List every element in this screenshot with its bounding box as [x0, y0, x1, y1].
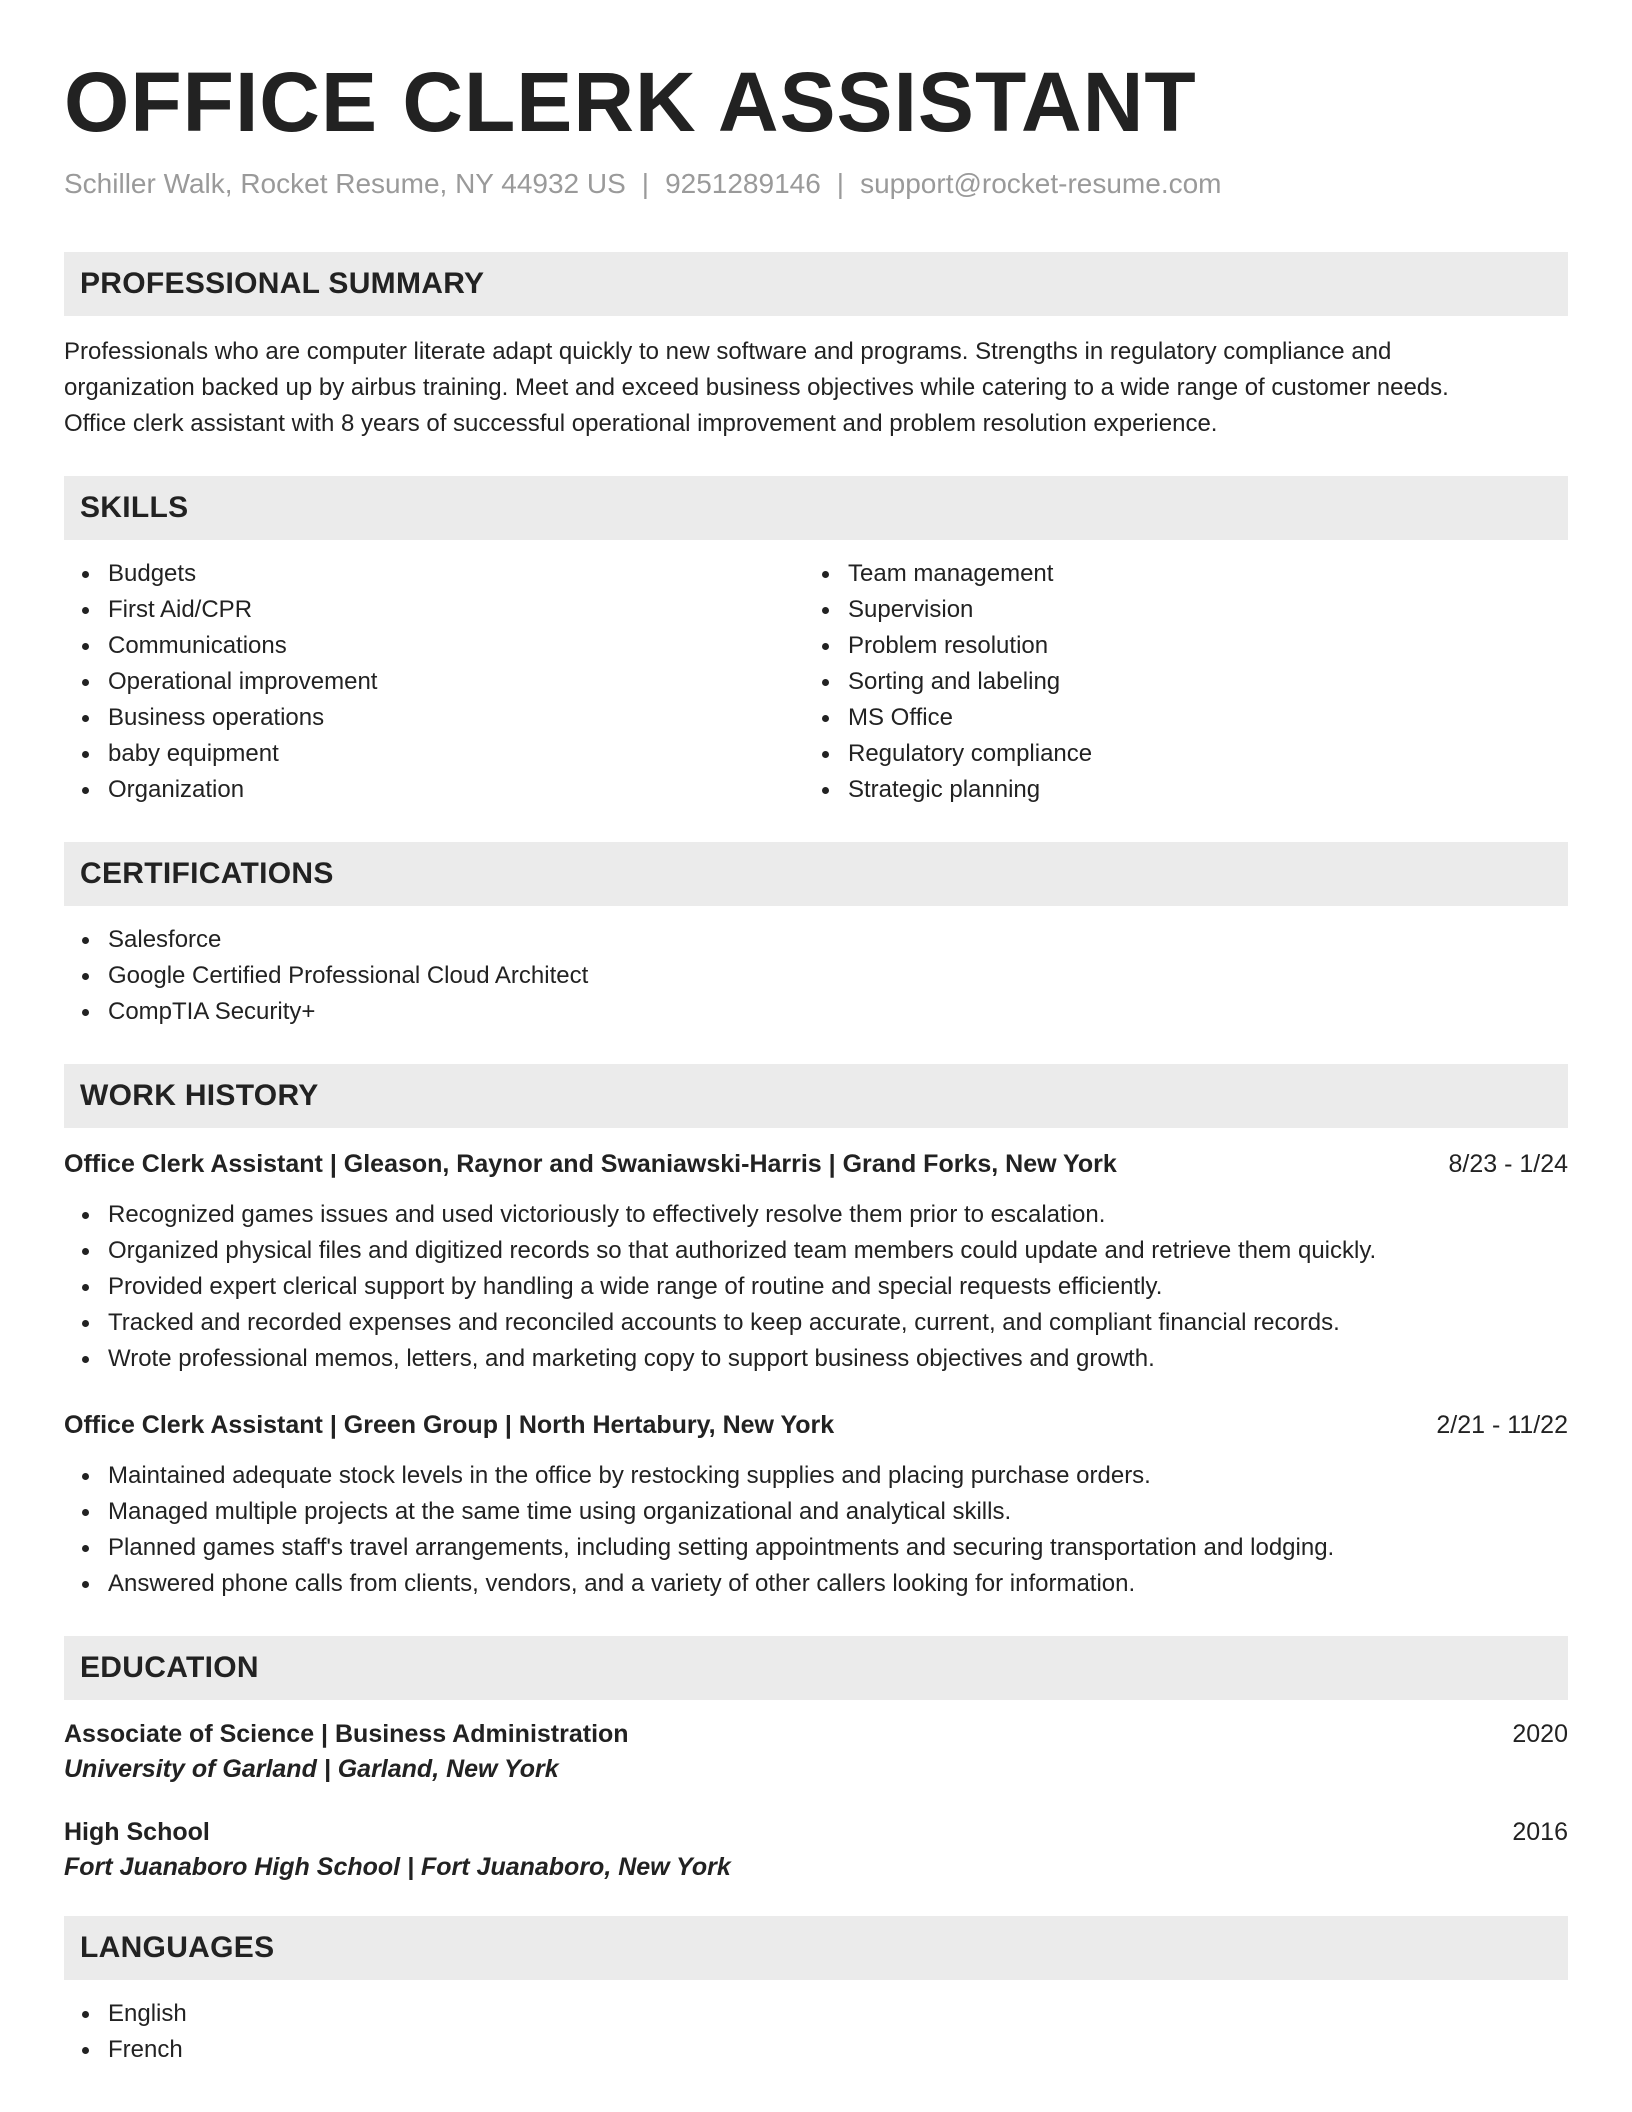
education-degree: High School	[64, 1818, 210, 1847]
skill-item: Supervision	[804, 592, 1556, 628]
languages-list	[64, 1996, 1568, 2068]
skill-item: First Aid/CPR	[64, 592, 816, 628]
education-title: EDUCATION	[80, 1651, 259, 1685]
skills-list-left	[64, 556, 816, 808]
contact-address: Schiller Walk, Rocket Resume, NY 44932 US	[64, 168, 626, 200]
skill-item: Communications	[64, 628, 816, 664]
summary-section	[64, 252, 1568, 442]
resume-name: OFFICE CLERK ASSISTANT	[64, 55, 1197, 149]
job-dates: 8/23 - 1/24	[1448, 1150, 1568, 1179]
certifications-header	[64, 842, 1568, 906]
skills-header	[64, 476, 1568, 540]
language-item: French	[64, 2032, 1568, 2068]
education-heading-row	[64, 1720, 1568, 1749]
certifications-section	[64, 842, 1568, 1030]
job-heading-row	[64, 1411, 1568, 1440]
skill-item: Sorting and labeling	[804, 664, 1556, 700]
job-bullets	[64, 1458, 1568, 1602]
contact-line	[64, 168, 1568, 200]
job-bullet: Provided expert clerical support by handling a wide range of routine and special requests efficiently.	[64, 1269, 1568, 1305]
job-bullet: Answered phone calls from clients, vendors, and a variety of other callers looking for information.	[64, 1566, 1568, 1602]
summary-line: Professionals who are computer literate adapt quickly to new software and programs. Strengths in regulatory compliance and	[64, 338, 1392, 366]
languages-section	[64, 1916, 1568, 2068]
certification-item: CompTIA Security+	[64, 994, 1568, 1030]
skill-item: Organization	[64, 772, 816, 808]
job-heading-row	[64, 1150, 1568, 1179]
summary-title: PROFESSIONAL SUMMARY	[80, 267, 485, 301]
certification-item: Salesforce	[64, 922, 1568, 958]
education-school: University of Garland | Garland, New York	[64, 1755, 559, 1784]
contact-phone: 9251289146	[665, 168, 821, 200]
skill-item: Budgets	[64, 556, 816, 592]
education-entry	[64, 1818, 1568, 1882]
job-bullet: Tracked and recorded expenses and reconciled accounts to keep accurate, current, and compliant financial records.	[64, 1305, 1568, 1341]
languages-header	[64, 1916, 1568, 1980]
contact-email: support@rocket-resume.com	[860, 168, 1222, 200]
contact-separator: |	[836, 168, 845, 200]
job-bullet: Wrote professional memos, letters, and marketing copy to support business objectives and growth.	[64, 1341, 1568, 1377]
skills-section	[64, 476, 1568, 808]
job-bullets	[64, 1197, 1568, 1377]
certification-item: Google Certified Professional Cloud Architect	[64, 958, 1568, 994]
certifications-list	[64, 922, 1568, 1030]
certifications-title: CERTIFICATIONS	[80, 857, 334, 891]
education-section	[64, 1636, 1568, 1882]
skill-item: Team management	[804, 556, 1556, 592]
education-heading-row	[64, 1818, 1568, 1847]
language-item: English	[64, 1996, 1568, 2032]
work-history-title: WORK HISTORY	[80, 1079, 319, 1113]
summary-line: organization backed up by airbus training. Meet and exceed business objectives while catering to a wide range of customer needs.	[64, 374, 1449, 402]
job-entry	[64, 1411, 1568, 1602]
job-heading: Office Clerk Assistant | Green Group | North Hertabury, New York	[64, 1411, 835, 1440]
skills-grid	[64, 556, 1568, 808]
job-bullet: Maintained adequate stock levels in the office by restocking supplies and placing purchase orders.	[64, 1458, 1568, 1494]
job-bullet: Organized physical files and digitized records so that authorized team members could update and retrieve them quickly.	[64, 1233, 1568, 1269]
skill-item: Strategic planning	[804, 772, 1556, 808]
job-bullet: Managed multiple projects at the same time using organizational and analytical skills.	[64, 1494, 1568, 1530]
summary-header	[64, 252, 1568, 316]
education-entry	[64, 1720, 1568, 1784]
summary-text	[64, 334, 1568, 442]
skills-list-right	[804, 556, 1556, 808]
education-school: Fort Juanaboro High School | Fort Juanaboro, New York	[64, 1853, 731, 1882]
education-degree: Associate of Science | Business Administration	[64, 1720, 629, 1749]
job-dates: 2/21 - 11/22	[1436, 1411, 1568, 1440]
skill-item: Regulatory compliance	[804, 736, 1556, 772]
skill-item: Business operations	[64, 700, 816, 736]
skill-item: baby equipment	[64, 736, 816, 772]
education-header	[64, 1636, 1568, 1700]
skills-title: SKILLS	[80, 491, 189, 525]
skill-item: Operational improvement	[64, 664, 816, 700]
education-year: 2020	[1512, 1720, 1568, 1749]
work-history-header	[64, 1064, 1568, 1128]
summary-line: Office clerk assistant with 8 years of successful operational improvement and problem resolution experience.	[64, 410, 1218, 438]
skill-item: MS Office	[804, 700, 1556, 736]
contact-separator: |	[641, 168, 650, 200]
languages-title: LANGUAGES	[80, 1931, 275, 1965]
education-year: 2016	[1512, 1818, 1568, 1847]
skill-item: Problem resolution	[804, 628, 1556, 664]
work-history-section	[64, 1064, 1568, 1602]
job-bullet: Planned games staff's travel arrangements, including setting appointments and securing transportation and lodging.	[64, 1530, 1568, 1566]
job-heading: Office Clerk Assistant | Gleason, Raynor and Swaniawski-Harris | Grand Forks, New York	[64, 1150, 1117, 1179]
job-bullet: Recognized games issues and used victoriously to effectively resolve them prior to escalation.	[64, 1197, 1568, 1233]
job-entry	[64, 1150, 1568, 1377]
